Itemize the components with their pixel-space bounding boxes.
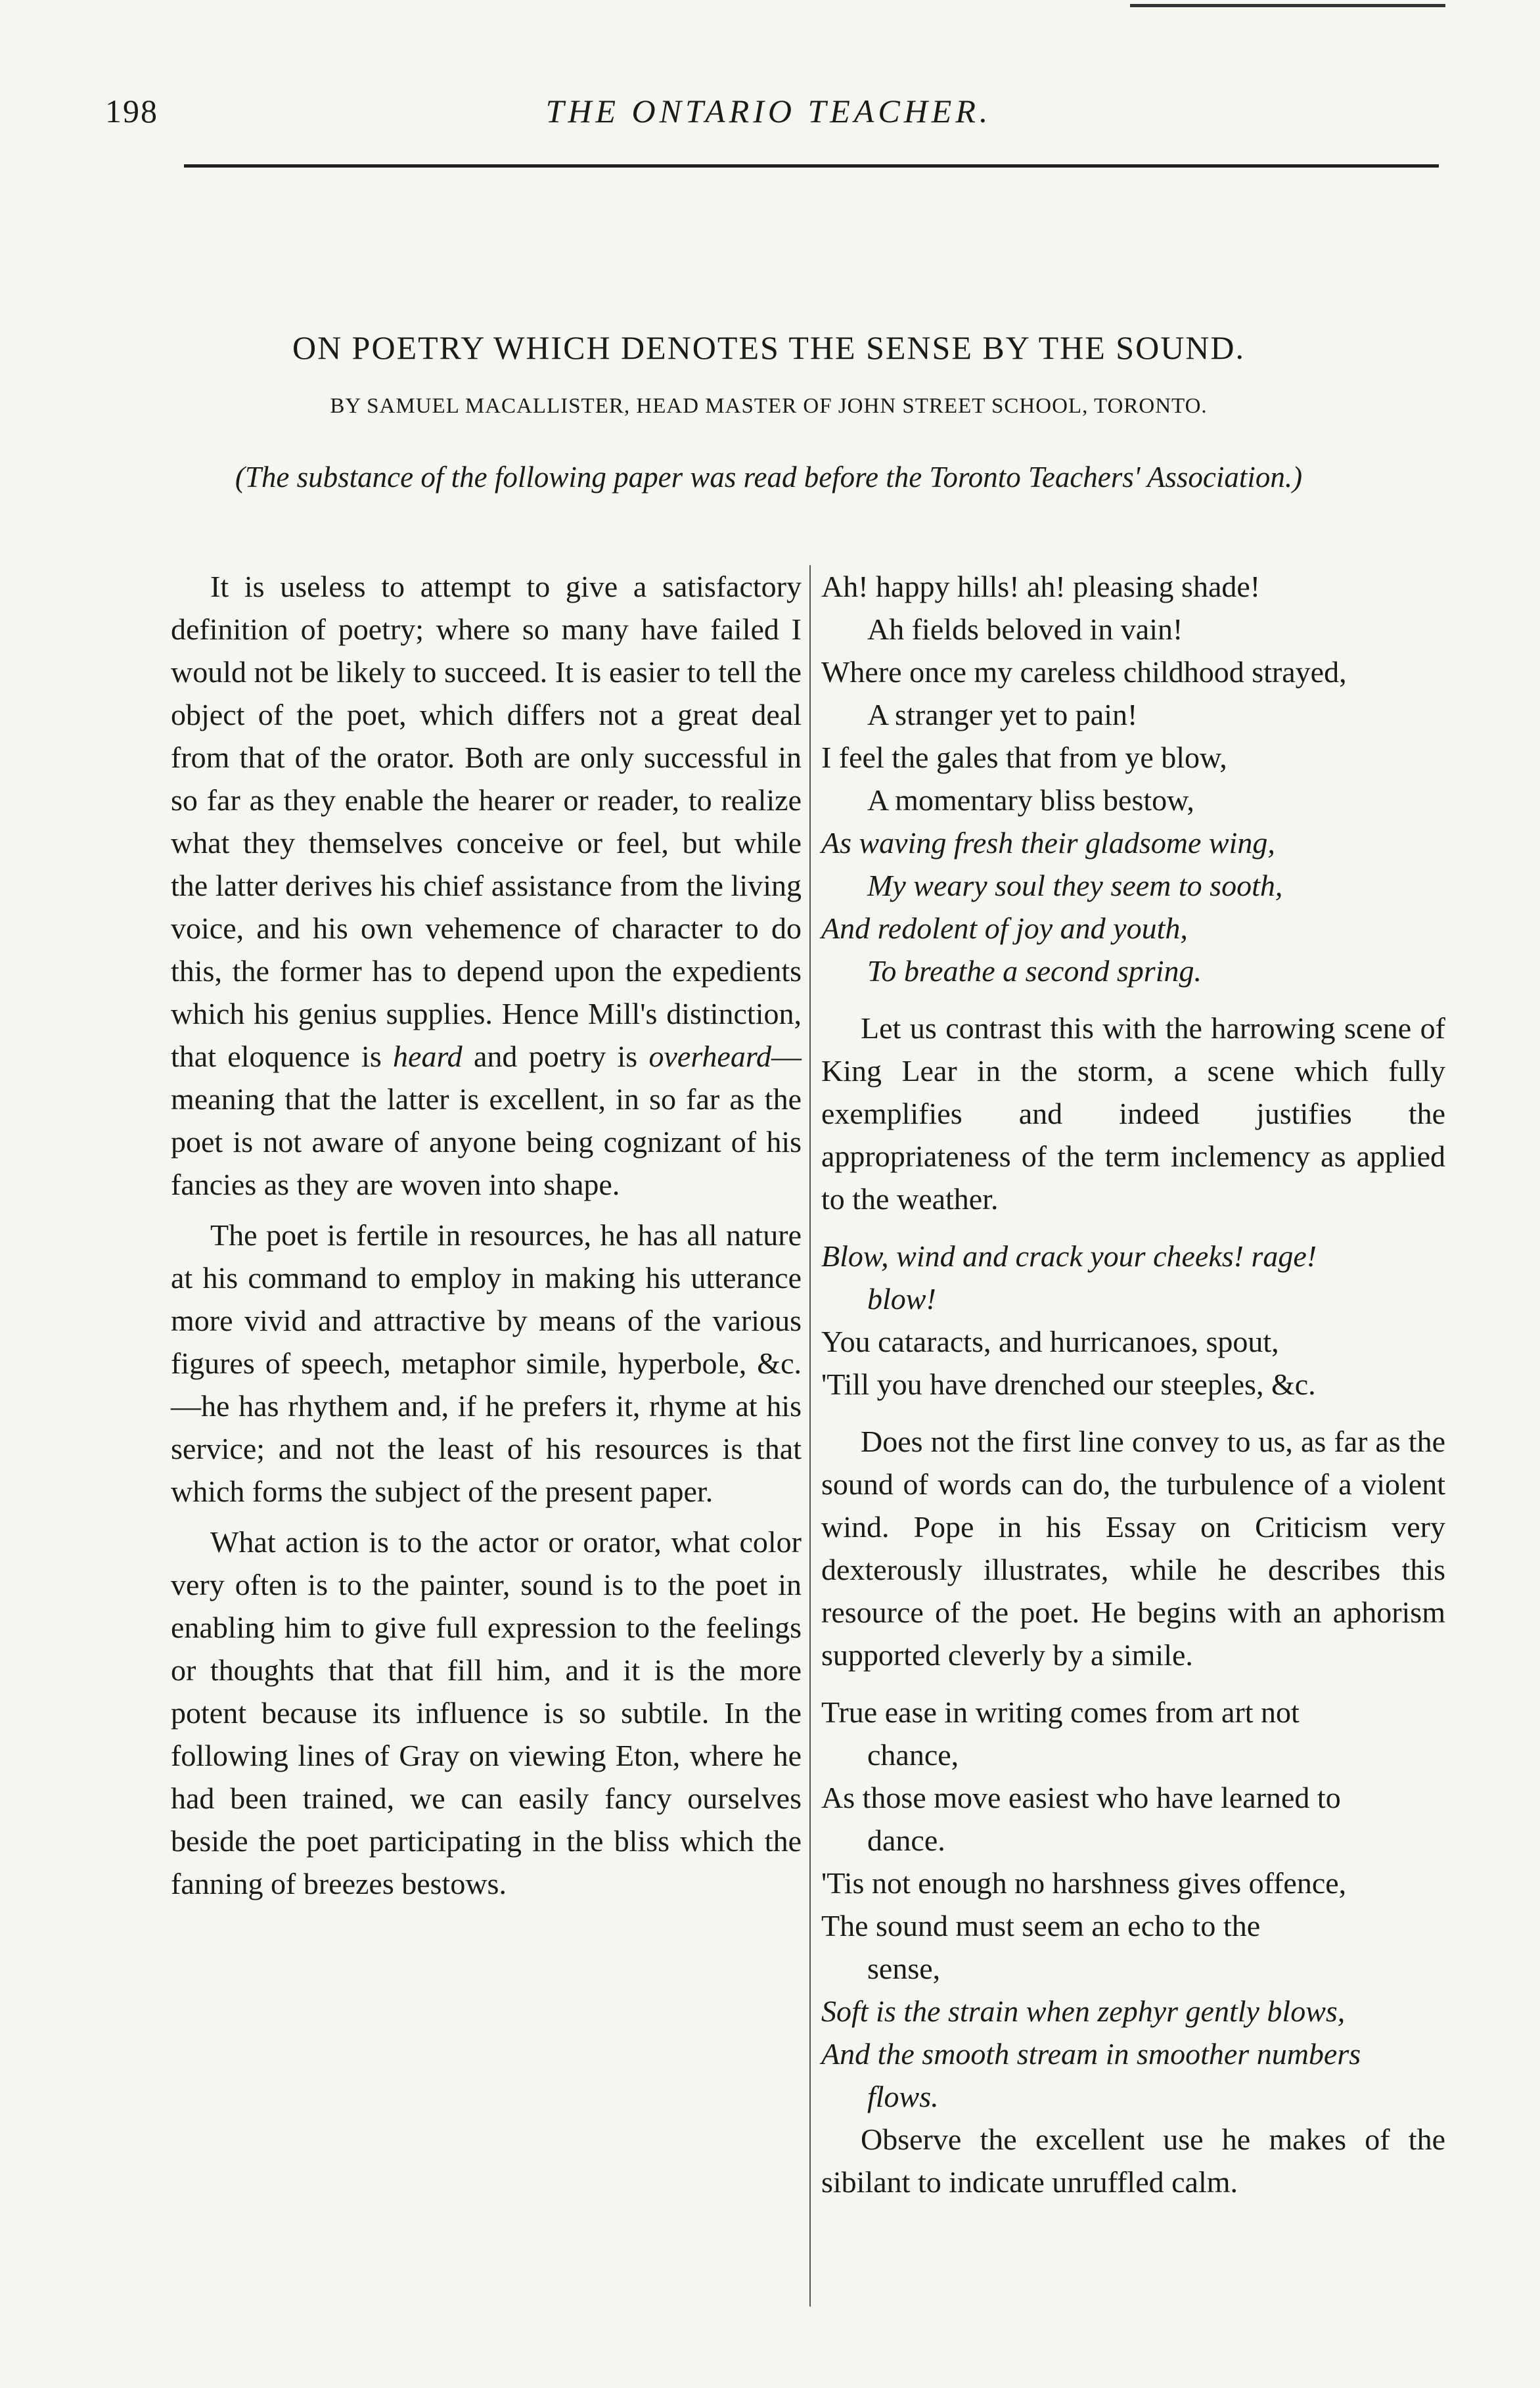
verse-line: 'Till you have drenched our steeples, &c. [821, 1367, 1316, 1401]
paragraph-text: and poetry is [473, 1040, 638, 1073]
verse-line: You cataracts, and hurricanoes, spout, [821, 1325, 1279, 1358]
verse-line: sense, [867, 1952, 941, 1985]
paragraph: Let us contrast this with the harrowing scene of King Lear in the storm, a scene which fully exemplifies and indeed justifies the appropriateness of the term inclemency as applied to the weather. [821, 1011, 1445, 1216]
verse-line: A stranger yet to pain! [867, 698, 1138, 731]
article-note: (The substance of the following paper was read before the Toronto Teachers' Association.) [235, 461, 1303, 494]
verse-line: The sound must seem an echo to the [821, 1909, 1261, 1942]
verse-line: Soft is the strain when zephyr gently blows, [821, 1994, 1346, 2028]
verse-line: Where once my careless childhood strayed, [821, 655, 1347, 689]
verse-line: Blow, wind and crack your cheeks! rage! [821, 1239, 1317, 1273]
paragraph [171, 565, 802, 1206]
header-rule [184, 164, 1439, 168]
verse-line: As waving fresh their gladsome wing, [821, 826, 1275, 860]
right-column [821, 565, 1445, 2203]
verse-line: I feel the gales that from ye blow, [821, 741, 1227, 774]
page-header [105, 92, 1432, 145]
verse-line: To breathe a second spring. [867, 954, 1202, 988]
article-byline: BY SAMUEL MACALLISTER, HEAD MASTER OF JOHN STREET SCHOOL, TORONTO. [330, 394, 1208, 418]
lear-quote [821, 1235, 1445, 1406]
verse-line: flows. [867, 2080, 939, 2113]
verse-line: Ah! happy hills! ah! pleasing shade! [821, 570, 1261, 603]
column-divider [809, 565, 811, 2307]
emphasis-text: overheard [648, 1040, 772, 1073]
verse-line: And redolent of joy and youth, [821, 911, 1188, 945]
verse-line: A momentary bliss bestow, [867, 783, 1194, 817]
running-head: THE ONTARIO TEACHER. [545, 93, 992, 129]
edge-rule [1130, 4, 1445, 7]
verse-line: blow! [867, 1282, 936, 1316]
verse-line: Ah fields beloved in vain! [867, 612, 1183, 646]
emphasis-text: heard [393, 1040, 463, 1073]
article-title: ON POETRY WHICH DENOTES THE SENSE BY THE SOUND. [292, 329, 1246, 366]
verse-line: As those move easiest who have learned to [821, 1781, 1341, 1814]
verse-line: chance, [867, 1738, 959, 1772]
paragraph-text: —meaning that the latter is excellent, in so far as the poet is not aware of anyone being cognizant of his fancies as they are woven into shape. [171, 1040, 802, 1201]
paragraph: Observe the excellent use he makes of the sibilant to indicate unruffled calm. [821, 2123, 1445, 2199]
gray-verse [821, 565, 1445, 821]
verse-line: True ease in writing comes from art not [821, 1695, 1300, 1729]
left-column [171, 565, 802, 1905]
gray-verse-italic [821, 821, 1445, 992]
verse-line: 'Tis not enough no harshness gives offence, [821, 1866, 1347, 1900]
paragraph-text: It is useless to attempt to give a satisfactory definition of poetry; where so many have failed I would not be likely to succeed. It is easier to tell the object of the poet, which differs not a great deal from that of the orator. Both are only successful in so far as they enable the hearer or reader, to realize what they themselves conceive or feel, but while the latter derives his chief assistance from the living voice, and his own vehemence of character to do this, the former has to depend upon the expedients which his genius supplies. Hence Mill's distinction, that eloquence is [171, 570, 802, 1073]
verse-line: My weary soul they seem to sooth, [867, 869, 1283, 902]
page-number: 198 [105, 93, 158, 129]
pope-quote [821, 1691, 1445, 2118]
paragraph: What action is to the actor or orator, what color very often is to the painter, sound is to the poet in enabling him to give full expression to the feelings or thoughts that that fill him, and it is the more potent because its influence is so subtile. In the following lines of Gray on viewing Eton, where he had been trained, we can easily fancy ourselves beside the poet participating in the bliss which the fanning of breezes bestows. [171, 1525, 802, 1900]
paragraph: Does not the first line convey to us, as far as the sound of words can do, the turbulence of a violent wind. Pope in his Essay on Criticism very dexterously illustrates, while he describes this resource of the poet. He begins with an aphorism supported cleverly by a simile. [821, 1425, 1445, 1672]
verse-line: dance. [867, 1824, 945, 1857]
paragraph: The poet is fertile in resources, he has all nature at his command to employ in making his utterance more vivid and attractive by means of the various figures of speech, metaphor simile, hyperbole, &c.—he has rhythem and, if he prefers it, rhyme at his service; and not the least of his resources is that which forms the subject of the present paper. [171, 1218, 802, 1508]
verse-line: And the smooth stream in smoother numbers [821, 2037, 1361, 2071]
